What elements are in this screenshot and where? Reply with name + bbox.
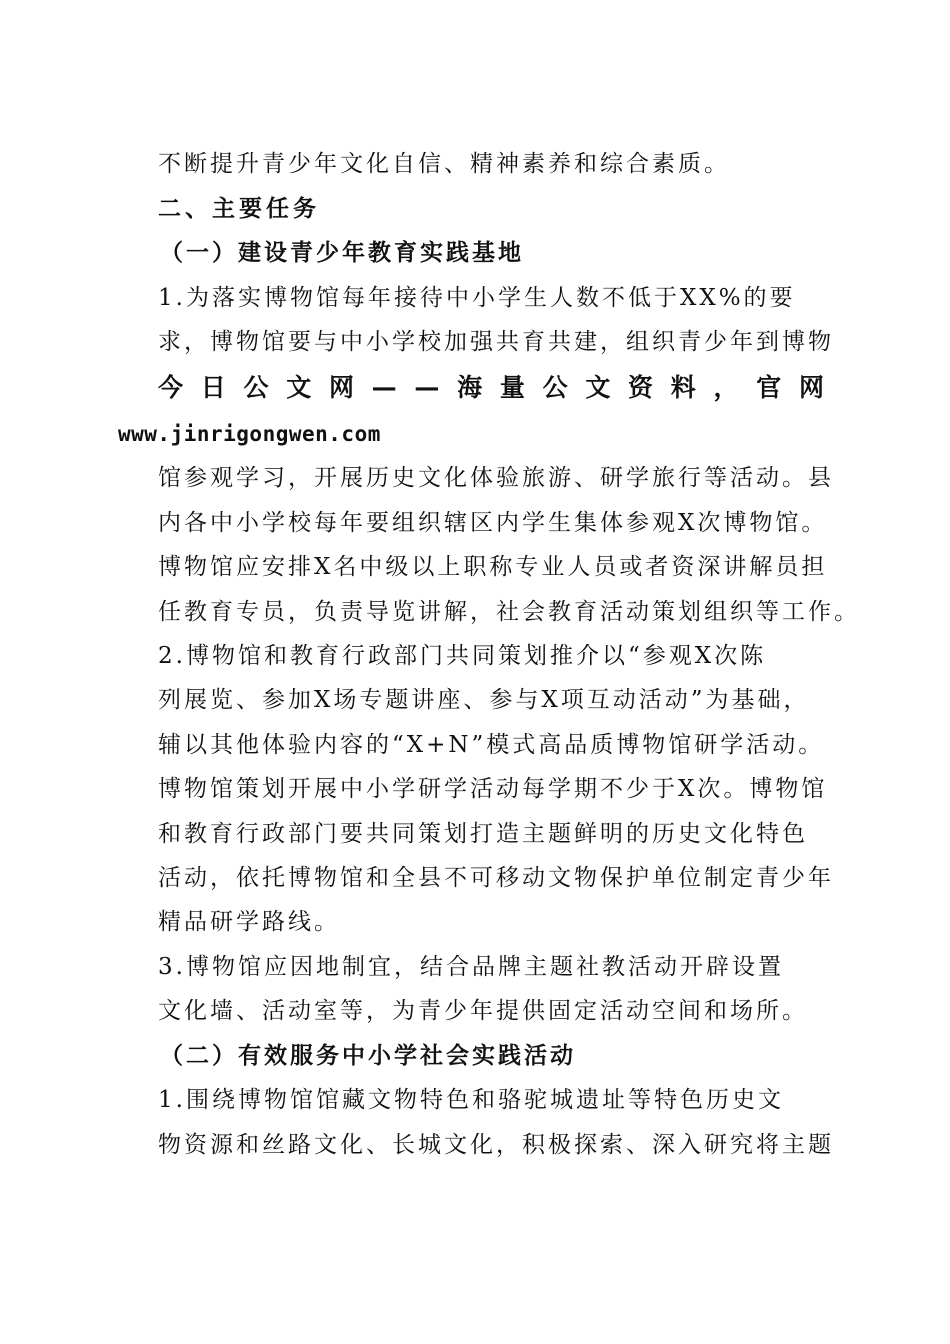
watermark-char: 今 (158, 373, 184, 402)
paragraph-line: 1.为落实博物馆每年接待中小学生人数不低于XX%的要 (158, 285, 796, 311)
subsection-heading-1: （一）建设青少年教育实践基地 (160, 239, 524, 266)
watermark-char: 量 (499, 373, 525, 402)
paragraph-line: 物资源和丝路文化、长城文化，积极探索、深入研究将主题 (158, 1132, 834, 1158)
paragraph-line: 不断提升青少年文化自信、精神素养和综合素质。 (158, 151, 730, 177)
watermark-char: 料 (670, 373, 696, 402)
watermark-char: 文 (585, 373, 611, 402)
paragraph-line: 3.博物馆应因地制宜，结合品牌主题社教活动开辟设置 (158, 954, 784, 980)
paragraph-line: 和教育行政部门要共同策划打造主题鲜明的历史文化特色 (158, 821, 808, 847)
paragraph-line: 辅以其他体验内容的“X+N”模式高品质博物馆研学活动。 (158, 732, 825, 758)
watermark-char: 公 (243, 373, 269, 402)
paragraph-line: 2.博物馆和教育行政部门共同策划推介以“参观X次陈 (158, 643, 767, 669)
watermark-char: 资 (628, 373, 654, 402)
paragraph-line: 任教育专员，负责导览讲解，社会教育活动策划组织等工作。 (158, 599, 860, 625)
section-heading: 二、主要任务 (158, 196, 320, 222)
paragraph-line: 馆参观学习，开展历史文化体验旅游、研学旅行等活动。县 (158, 465, 834, 491)
watermark-char: — (371, 373, 397, 402)
watermark-char: — (414, 373, 440, 402)
paragraph-line: 博物馆应安排X名中级以上职称专业人员或者资深讲解员担 (158, 554, 828, 580)
paragraph-line: 1.围绕博物馆馆藏文物特色和骆驼城遗址等特色历史文 (158, 1087, 784, 1113)
paragraph-line: 精品研学路线。 (158, 909, 340, 935)
paragraph-line: 求，博物馆要与中小学校加强共育共建，组织青少年到博物 (158, 329, 834, 355)
watermark-char: 网 (798, 373, 824, 402)
watermark-char: ， (713, 373, 739, 402)
paragraph-line: 博物馆策划开展中小学研学活动每学期不少于X次。博物馆 (158, 776, 828, 802)
paragraph-line: 内各中小学校每年要组织辖区内学生集体参观X次博物馆。 (158, 510, 828, 536)
watermark-char: 文 (286, 373, 312, 402)
watermark-char: 网 (328, 373, 354, 402)
watermark-char: 官 (756, 373, 782, 402)
watermark-url: www.jinrigongwen.com (118, 422, 381, 446)
paragraph-line: 列展览、参加X场专题讲座、参与X项互动活动”为基础， (158, 687, 810, 713)
paragraph-line: 文化墙、活动室等，为青少年提供固定活动空间和场所。 (158, 998, 808, 1024)
watermark-char: 海 (457, 373, 483, 402)
watermark-banner (158, 372, 824, 404)
paragraph-line: 活动，依托博物馆和全县不可移动文物保护单位制定青少年 (158, 865, 834, 891)
subsection-heading-2: （二）有效服务中小学社会实践活动 (160, 1042, 576, 1069)
watermark-char: 日 (200, 373, 226, 402)
watermark-char: 公 (542, 373, 568, 402)
